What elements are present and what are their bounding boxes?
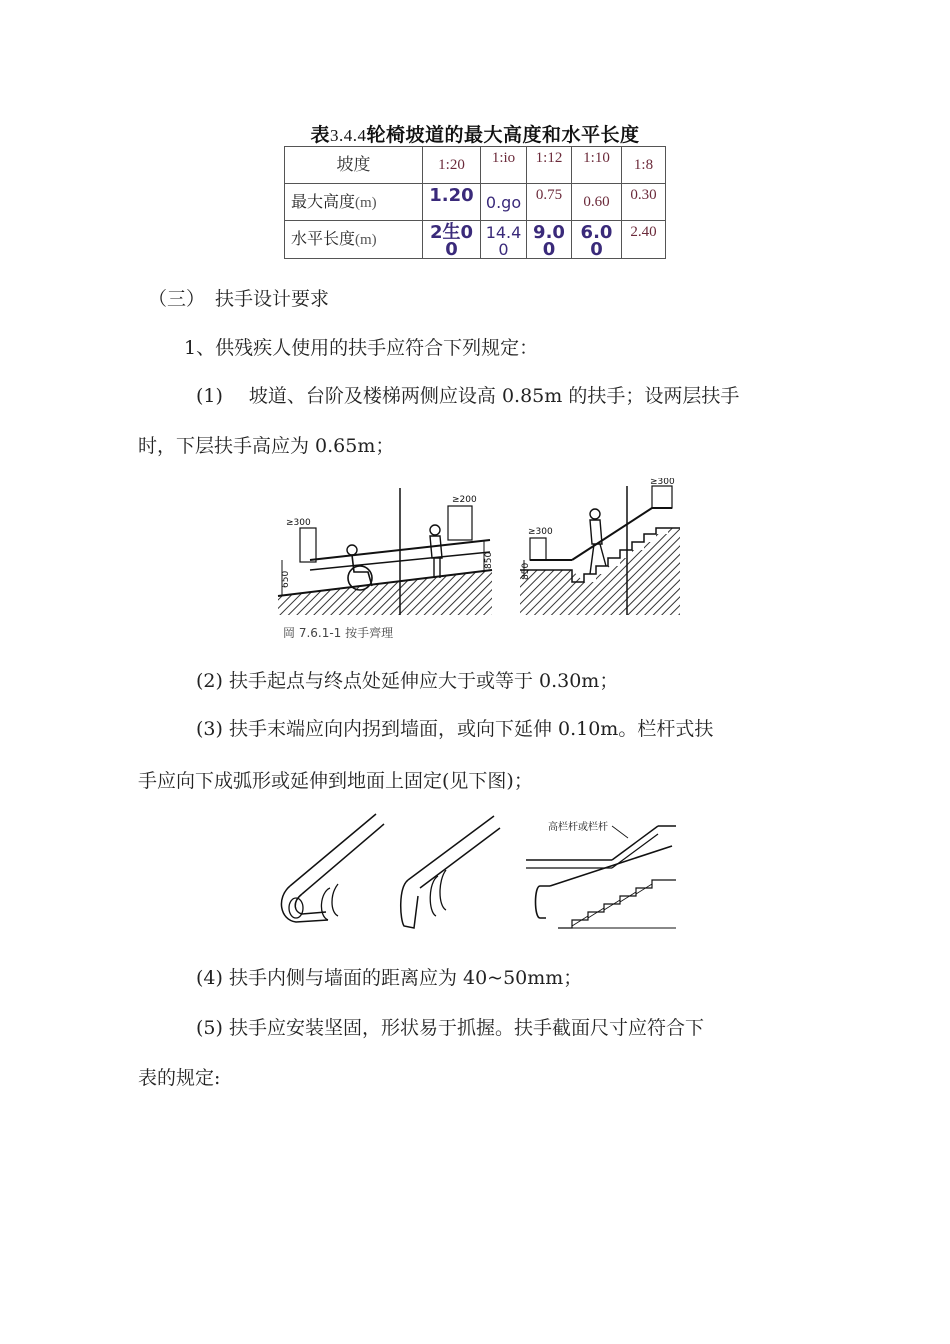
- dim-label: 650: [281, 570, 291, 588]
- slope-cell: 1:io: [481, 147, 527, 184]
- slope-cell: 1:10: [572, 147, 622, 184]
- ramp-table: [284, 146, 666, 259]
- row-label-length: 水平长度(m): [285, 221, 423, 259]
- slope-cell: 1:8: [622, 147, 666, 184]
- length-cell: 2生00: [423, 221, 481, 259]
- length-cell: 6.00: [572, 221, 622, 259]
- table-row: [285, 184, 666, 221]
- length-cell: 2.40: [622, 221, 666, 259]
- height-cell: 0.60: [572, 184, 622, 221]
- height-cell: 0.go: [481, 184, 527, 221]
- slope-cell: 1:12: [527, 147, 572, 184]
- rule-1-line-1: (1) 坡道、台阶及楼梯两侧应设高 0.85m 的扶手；设两层扶手: [196, 385, 740, 407]
- person-icon: [430, 525, 440, 535]
- height-cell: 1.20: [423, 184, 481, 221]
- dim-label: ≥200: [452, 495, 477, 505]
- dim-label: 850: [521, 562, 531, 580]
- item-1: 1、供残疾人使用的扶手应符合下列规定：: [184, 337, 539, 359]
- header-slope-label: 坡度: [285, 147, 423, 184]
- figure-label: 高栏杆或栏杆: [548, 822, 608, 833]
- rule-5-line-2: 表的规定:: [138, 1067, 221, 1089]
- table-title: 表3.4.4轮椅坡道的最大高度和水平长度: [310, 124, 640, 146]
- row-label-height: 最大高度(m): [285, 184, 423, 221]
- dim-label: ≥300: [286, 518, 311, 528]
- handrail-end-figure: [272, 808, 682, 940]
- dim-label: ≥300: [650, 478, 675, 487]
- rule-1-line-2: 时，下层扶手高应为 0.65m；: [138, 435, 395, 457]
- rule-3-line-1: (3) 扶手末端应向内拐到墙面，或向下延伸 0.10m。栏杆式扶: [196, 718, 714, 740]
- table-row: [285, 147, 666, 184]
- figure-caption: 岡 7.6.1-1 按手齊理: [283, 626, 394, 640]
- dim-label: ≥300: [528, 527, 553, 537]
- height-cell: 0.30: [622, 184, 666, 221]
- rule-4: (4) 扶手内侧与墙面的距离应为 40~50mm；: [196, 967, 583, 989]
- height-cell: 0.75: [527, 184, 572, 221]
- rule-2: (2) 扶手起点与终点处延伸应大于或等于 0.30m；: [196, 670, 619, 692]
- rule-5-line-1: (5) 扶手应安装坚固，形状易于抓握。扶手截面尺寸应符合下: [196, 1017, 704, 1039]
- dim-label: 850: [484, 551, 494, 569]
- person-icon: [590, 509, 600, 519]
- length-cell: 9.00: [527, 221, 572, 259]
- table-row: [285, 221, 666, 259]
- slope-cell: 1:20: [423, 147, 481, 184]
- handrail-end-curve: [536, 886, 551, 918]
- section-heading: （三） 扶手设计要求: [148, 288, 330, 310]
- handrail-height-figure: [272, 478, 684, 620]
- rule-3-line-2: 手应向下成弧形或延伸到地面上固定(见下图)；: [138, 770, 533, 792]
- length-cell: 14.40: [481, 221, 527, 259]
